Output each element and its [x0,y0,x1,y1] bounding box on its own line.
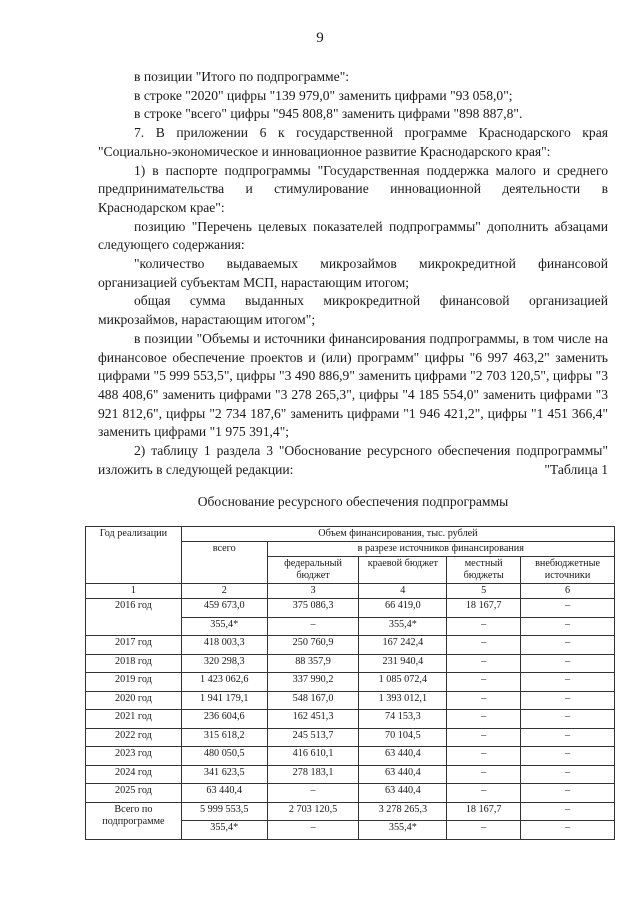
table-cell: 278 183,1 [267,765,359,784]
table-cell: 1 423 062,6 [181,673,267,692]
header-total: всего [181,542,267,584]
table-cell: – [447,765,521,784]
table-cell: 315 618,2 [181,728,267,747]
table-cell: 18 167,7 [447,802,521,821]
table-row [86,599,615,618]
table-cell: 66 419,0 [359,599,447,618]
table-cell: 18 167,7 [447,599,521,618]
table-cell: – [267,821,359,840]
table-cell: 2 703 120,5 [267,802,359,821]
table-row [86,636,615,655]
column-number: 3 [267,584,359,599]
table-cell: – [521,599,615,618]
table-cell: 231 940,4 [359,654,447,673]
table-cell: 480 050,5 [181,747,267,766]
table-cell: 74 153,3 [359,710,447,729]
header-local: местный бюджеты [447,557,521,584]
column-number: 2 [181,584,267,599]
table-title: Обоснование ресурсного обеспечения подпрограммы [197,494,509,509]
table-cell: – [267,784,359,803]
paragraph: в строке "всего" цифры "945 808,8" заменить цифрами "898 887,8". [134,106,523,122]
row-year: 2017 год [86,636,182,655]
paragraph: общая сумма выданных микрокредитной финансовой организацией микрозаймов, нарастающим итогом"; [98,293,608,328]
table-cell: 63 440,4 [359,784,447,803]
table-cell: 5 999 553,5 [181,802,267,821]
table-cell: – [447,691,521,710]
header-year: Год реализации [86,527,182,584]
table-cell: – [447,636,521,655]
paragraph: в позиции "Итого по подпрограмме": [134,69,350,84]
table-cell: – [521,765,615,784]
paragraph: 7. В приложении 6 к государственной программе Краснодарского края "Социально-экономическое и инновационное развитие Краснодарского края": [98,125,608,159]
header-regional: краевой бюджет [359,557,447,584]
table-cell: 63 440,4 [359,747,447,766]
table-cell: 1 085 072,4 [359,673,447,692]
table-cell: – [521,617,615,636]
table-cell: 416 610,1 [267,747,359,766]
table-cell: 63 440,4 [359,765,447,784]
table-cell: – [521,747,615,766]
column-number: 1 [86,584,182,599]
table-row [86,765,615,784]
header-sources: в разрезе источников финансирования [267,542,614,557]
table-cell: – [521,710,615,729]
table-row [86,747,615,766]
table-cell: – [521,673,615,692]
row-year: 2023 год [86,747,182,766]
paragraph: в позиции "Объемы и источники финансирования подпрограммы, в том числе на финансовое обеспечение проектов и (или) программ" цифры "6 997 463,2" заменить цифрами "5 999 553,5", цифры "3 490 886,9" заменить цифрами "2 703 120,5", цифры "3 488 408,6" заменить цифрами "3 278 265,3", цифры "4 185 554,0" заменить цифрами "3 921 812,6", цифры "2 734 187,6" заменить цифрами "1 946 421,2", цифры "1 451 366,4" заменить цифрами "1 975 391,4"; [98,330,608,440]
row-year: 2021 год [86,710,182,729]
table-cell: 63 440,4 [181,784,267,803]
table-cell: – [267,617,359,636]
table-cell: – [521,728,615,747]
body-text [98,68,608,479]
page-number: 9 [316,30,324,46]
table-cell: – [521,636,615,655]
table-body [86,599,615,840]
table-cell: 70 104,5 [359,728,447,747]
table-cell: 245 513,7 [267,728,359,747]
table-row [86,691,615,710]
table-cell: 341 623,5 [181,765,267,784]
table-cell: – [447,747,521,766]
table-cell: 236 604,6 [181,710,267,729]
table-cell: 355,4* [181,617,267,636]
row-year: 2022 год [86,728,182,747]
table-cell: – [521,821,615,840]
table-cell: – [447,821,521,840]
table-row [86,728,615,747]
row-year: 2024 год [86,765,182,784]
table-cell: 418 003,3 [181,636,267,655]
row-year: 2020 год [86,691,182,710]
paragraph: в строке "2020" цифры "139 979,0" заменить цифрами "93 058,0"; [134,87,513,103]
row-year: 2016 год [86,599,182,636]
paragraph: 1) в паспорте подпрограммы "Государственная поддержка малого и среднего предпринимательства и стимулирование инновационной деятельности в Краснодарском крае": [98,162,608,215]
table-cell: 355,4* [359,821,447,840]
table-cell: – [447,728,521,747]
table-cell: 250 760,9 [267,636,359,655]
row-year: 2019 год [86,673,182,692]
column-number: 6 [521,584,615,599]
header-extra: внебюджетные источники [521,557,615,584]
paragraph: "количество выдаваемых микрозаймов микрокредитной финансовой организацией субъектам МСП, нарастающим итогом; [98,256,608,290]
table-cell: 337 990,2 [267,673,359,692]
table-cell: – [447,673,521,692]
table-cell: – [521,691,615,710]
table-cell: – [521,654,615,673]
table-cell: – [521,784,615,803]
table-cell: 355,4* [359,617,447,636]
table-row [86,710,615,729]
table-cell: 1 941 179,1 [181,691,267,710]
table-cell: – [447,617,521,636]
funding-table [85,526,615,840]
table-cell: 459 673,0 [181,599,267,618]
header-federal: федеральный бюджет [267,557,359,584]
table-cell: – [447,654,521,673]
column-number: 5 [447,584,521,599]
table-cell: 355,4* [181,821,267,840]
table-cell: – [447,784,521,803]
table-row [86,784,615,803]
table-row [86,802,615,821]
column-number: 4 [359,584,447,599]
table-caption: "Таблица 1 [544,462,608,477]
table-row [86,654,615,673]
header-volume: Объем финансирования, тыс. рублей [181,527,614,542]
table-cell: 1 393 012,1 [359,691,447,710]
table-cell: – [521,802,615,821]
table-row [86,673,615,692]
paragraph: 2) таблицу 1 раздела 3 "Обоснование ресурсного обеспечения подпрограммы" изложить в следующей редакции: [98,443,608,477]
table-cell: 167 242,4 [359,636,447,655]
row-year: 2025 год [86,784,182,803]
table-cell: – [447,710,521,729]
row-year: Всего по подпрограмме [86,802,182,839]
row-year: 2018 год [86,654,182,673]
table-cell: 548 167,0 [267,691,359,710]
column-number-row [86,584,615,599]
paragraph: позицию "Перечень целевых показателей подпрограммы" дополнить абзацами следующего содержания: [98,218,608,253]
table-cell: 162 451,3 [267,710,359,729]
table-cell: 320 298,3 [181,654,267,673]
table-cell: 3 278 265,3 [359,802,447,821]
table-cell: 88 357,9 [267,654,359,673]
table-cell: 375 086,3 [267,599,359,618]
